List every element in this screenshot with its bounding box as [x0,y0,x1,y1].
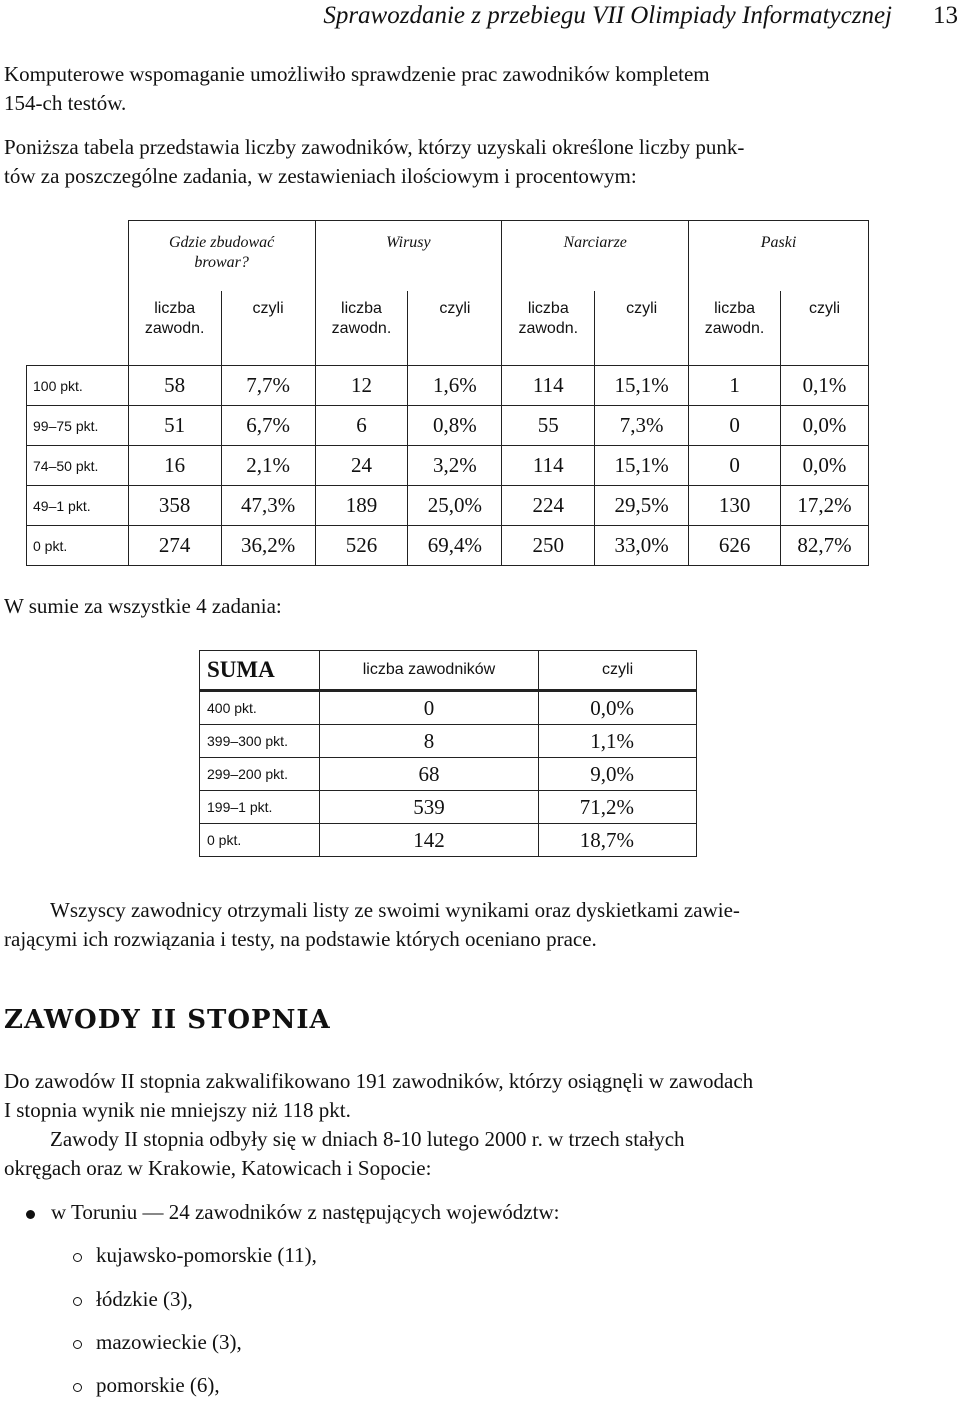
table-cell: 626 [689,526,781,566]
table-cell: 250 [502,526,595,566]
row-label: 0 pkt. [200,824,320,857]
after-tables-paragraph [4,896,894,954]
table-cell: 6 [315,406,408,446]
paragraph-line: okręgach oraz w Krakowie, Katowicach i Sopocie: [4,1156,432,1180]
row-label: 99–75 pkt. [27,406,129,446]
section-paragraph-2 [4,1125,894,1183]
table-cell: 55 [502,406,595,446]
sublist-item-text: pomorskie (6), [96,1373,220,1397]
table-cell: 68 [319,758,538,791]
bullet-icon [26,1210,35,1219]
count-subheader: liczba zawodn. [128,291,221,366]
row-label: 299–200 pkt. [200,758,320,791]
summary-table [199,650,697,857]
table-cell: 24 [315,446,408,486]
table-cell: 130 [689,486,781,526]
count-subheader: liczba zawodn. [502,291,595,366]
row-label: 49–1 pkt. [27,486,129,526]
table-cell: 3,2% [408,446,502,486]
row-label: 199–1 pkt. [200,791,320,824]
row-label: 400 pkt. [200,691,320,725]
table-cell: 114 [502,366,595,406]
table-cell: 82,7% [781,526,869,566]
table-cell: 2,1% [221,446,315,486]
table-cell: 539 [319,791,538,824]
results-by-task-table [26,220,869,566]
paragraph-line: rającymi ich rozwiązania i testy, na podstawie których oceniano prace. [4,927,597,951]
circle-bullet-icon [73,1253,82,1262]
table-cell: 29,5% [595,486,689,526]
paragraph-line [4,1125,894,1154]
table-cell: 1 [689,366,781,406]
table-corner [27,221,129,292]
percent-subheader: czyli [595,291,689,366]
table-cell: 0,1% [781,366,869,406]
table-cell: 0,0% [781,446,869,486]
table-cell: 12 [315,366,408,406]
table-row [200,824,697,857]
table-row [27,446,869,486]
section-heading: ZAWODY II STOPNIA [4,1005,331,1035]
table-cell: 1,6% [408,366,502,406]
table-cell: 0,0% [539,691,697,725]
table-intro-paragraph [4,133,894,191]
row-label: 100 pkt. [27,366,129,406]
paragraph-line [4,896,894,925]
table-cell: 18,7% [539,824,697,857]
table-cell: 189 [315,486,408,526]
table-cell: 224 [502,486,595,526]
paragraph-line: I stopnia wynik nie mniejszy niż 118 pkt. [4,1098,351,1122]
table-intro-line: tów za poszczególne zadania, w zestawieniach ilościowym i procentowym: [4,164,637,188]
table-corner [27,291,129,366]
paragraph-text: Wszyscy zawodnicy otrzymali listy ze swoimi wynikami oraz dyskietkami zawie- [50,898,740,922]
intro-paragraph [4,60,894,118]
running-header [0,2,960,32]
table-cell: 9,0% [539,758,697,791]
circle-bullet-icon [73,1297,82,1306]
table-cell: 16 [128,446,221,486]
table-row [27,486,869,526]
table-cell: 8 [319,725,538,758]
summary-head-suma: SUMA [200,651,320,691]
table-cell: 17,2% [781,486,869,526]
percent-subheader: czyli [221,291,315,366]
sublist-item-text: łódzkie (3), [96,1287,193,1311]
table-cell: 7,7% [221,366,315,406]
summary-head-count: liczba zawodników [319,651,538,691]
table-cell: 358 [128,486,221,526]
list-item-text: w Toruniu — 24 zawodników z następujących województw: [51,1200,560,1224]
table-cell: 15,1% [595,446,689,486]
table-cell: 0 [689,406,781,446]
table-row [200,725,697,758]
sublist-item [73,1371,220,1400]
sublist-item [73,1285,193,1314]
table-cell: 25,0% [408,486,502,526]
table-cell: 0,8% [408,406,502,446]
table-cell: 33,0% [595,526,689,566]
table-cell: 274 [128,526,221,566]
table-row [200,758,697,791]
table-row [27,366,869,406]
circle-bullet-icon [73,1383,82,1392]
table-cell: 0 [319,691,538,725]
table-cell: 114 [502,446,595,486]
page-number: 13 [933,2,958,29]
section-paragraph-1 [4,1067,894,1125]
paragraph-line: Do zawodów II stopnia zakwalifikowano 191 zawodników, którzy osiągnęli w zawodach [4,1069,754,1093]
table-cell: 47,3% [221,486,315,526]
table-cell: 15,1% [595,366,689,406]
table-cell: 1,1% [539,725,697,758]
table-cell: 0,0% [781,406,869,446]
table-row [200,791,697,824]
intro-line: 154-ch testów. [4,91,127,115]
table-cell: 71,2% [539,791,697,824]
table-cell: 58 [128,366,221,406]
circle-bullet-icon [73,1340,82,1349]
header-title: Sprawozdanie z przebiegu VII Olimpiady Informatycznej [323,2,892,29]
table-cell: 0 [689,446,781,486]
row-label: 0 pkt. [27,526,129,566]
table-cell: 51 [128,406,221,446]
sublist-item [73,1328,242,1357]
task-header: Wirusy [315,221,502,292]
sublist-item-text: mazowieckie (3), [96,1330,242,1354]
table-row [27,406,869,446]
summary-intro: W sumie za wszystkie 4 zadania: [4,594,282,618]
table-row [27,526,869,566]
list-item [26,1198,559,1227]
row-label: 399–300 pkt. [200,725,320,758]
table-intro-line: Poniższa tabela przedstawia liczby zawodników, którzy uzyskali określone liczby punk- [4,135,745,159]
percent-subheader: czyli [408,291,502,366]
count-subheader: liczba zawodn. [689,291,781,366]
count-subheader: liczba zawodn. [315,291,408,366]
table-cell: 142 [319,824,538,857]
intro-line: Komputerowe wspomaganie umożliwiło sprawdzenie prac zawodników kompletem [4,62,710,86]
task-header: Gdzie zbudować browar? [128,221,315,292]
task-header: Narciarze [502,221,689,292]
percent-subheader: czyli [781,291,869,366]
paragraph-text: Zawody II stopnia odbyły się w dniach 8-10 lutego 2000 r. w trzech stałych [50,1127,685,1151]
row-label: 74–50 pkt. [27,446,129,486]
table-row [200,691,697,725]
table-cell: 69,4% [408,526,502,566]
table-cell: 36,2% [221,526,315,566]
summary-head-pct: czyli [539,651,697,691]
table-cell: 7,3% [595,406,689,446]
table-cell: 526 [315,526,408,566]
table-cell: 6,7% [221,406,315,446]
sublist-item [73,1241,317,1270]
task-header: Paski [689,221,869,292]
sublist-item-text: kujawsko-pomorskie (11), [96,1243,317,1267]
